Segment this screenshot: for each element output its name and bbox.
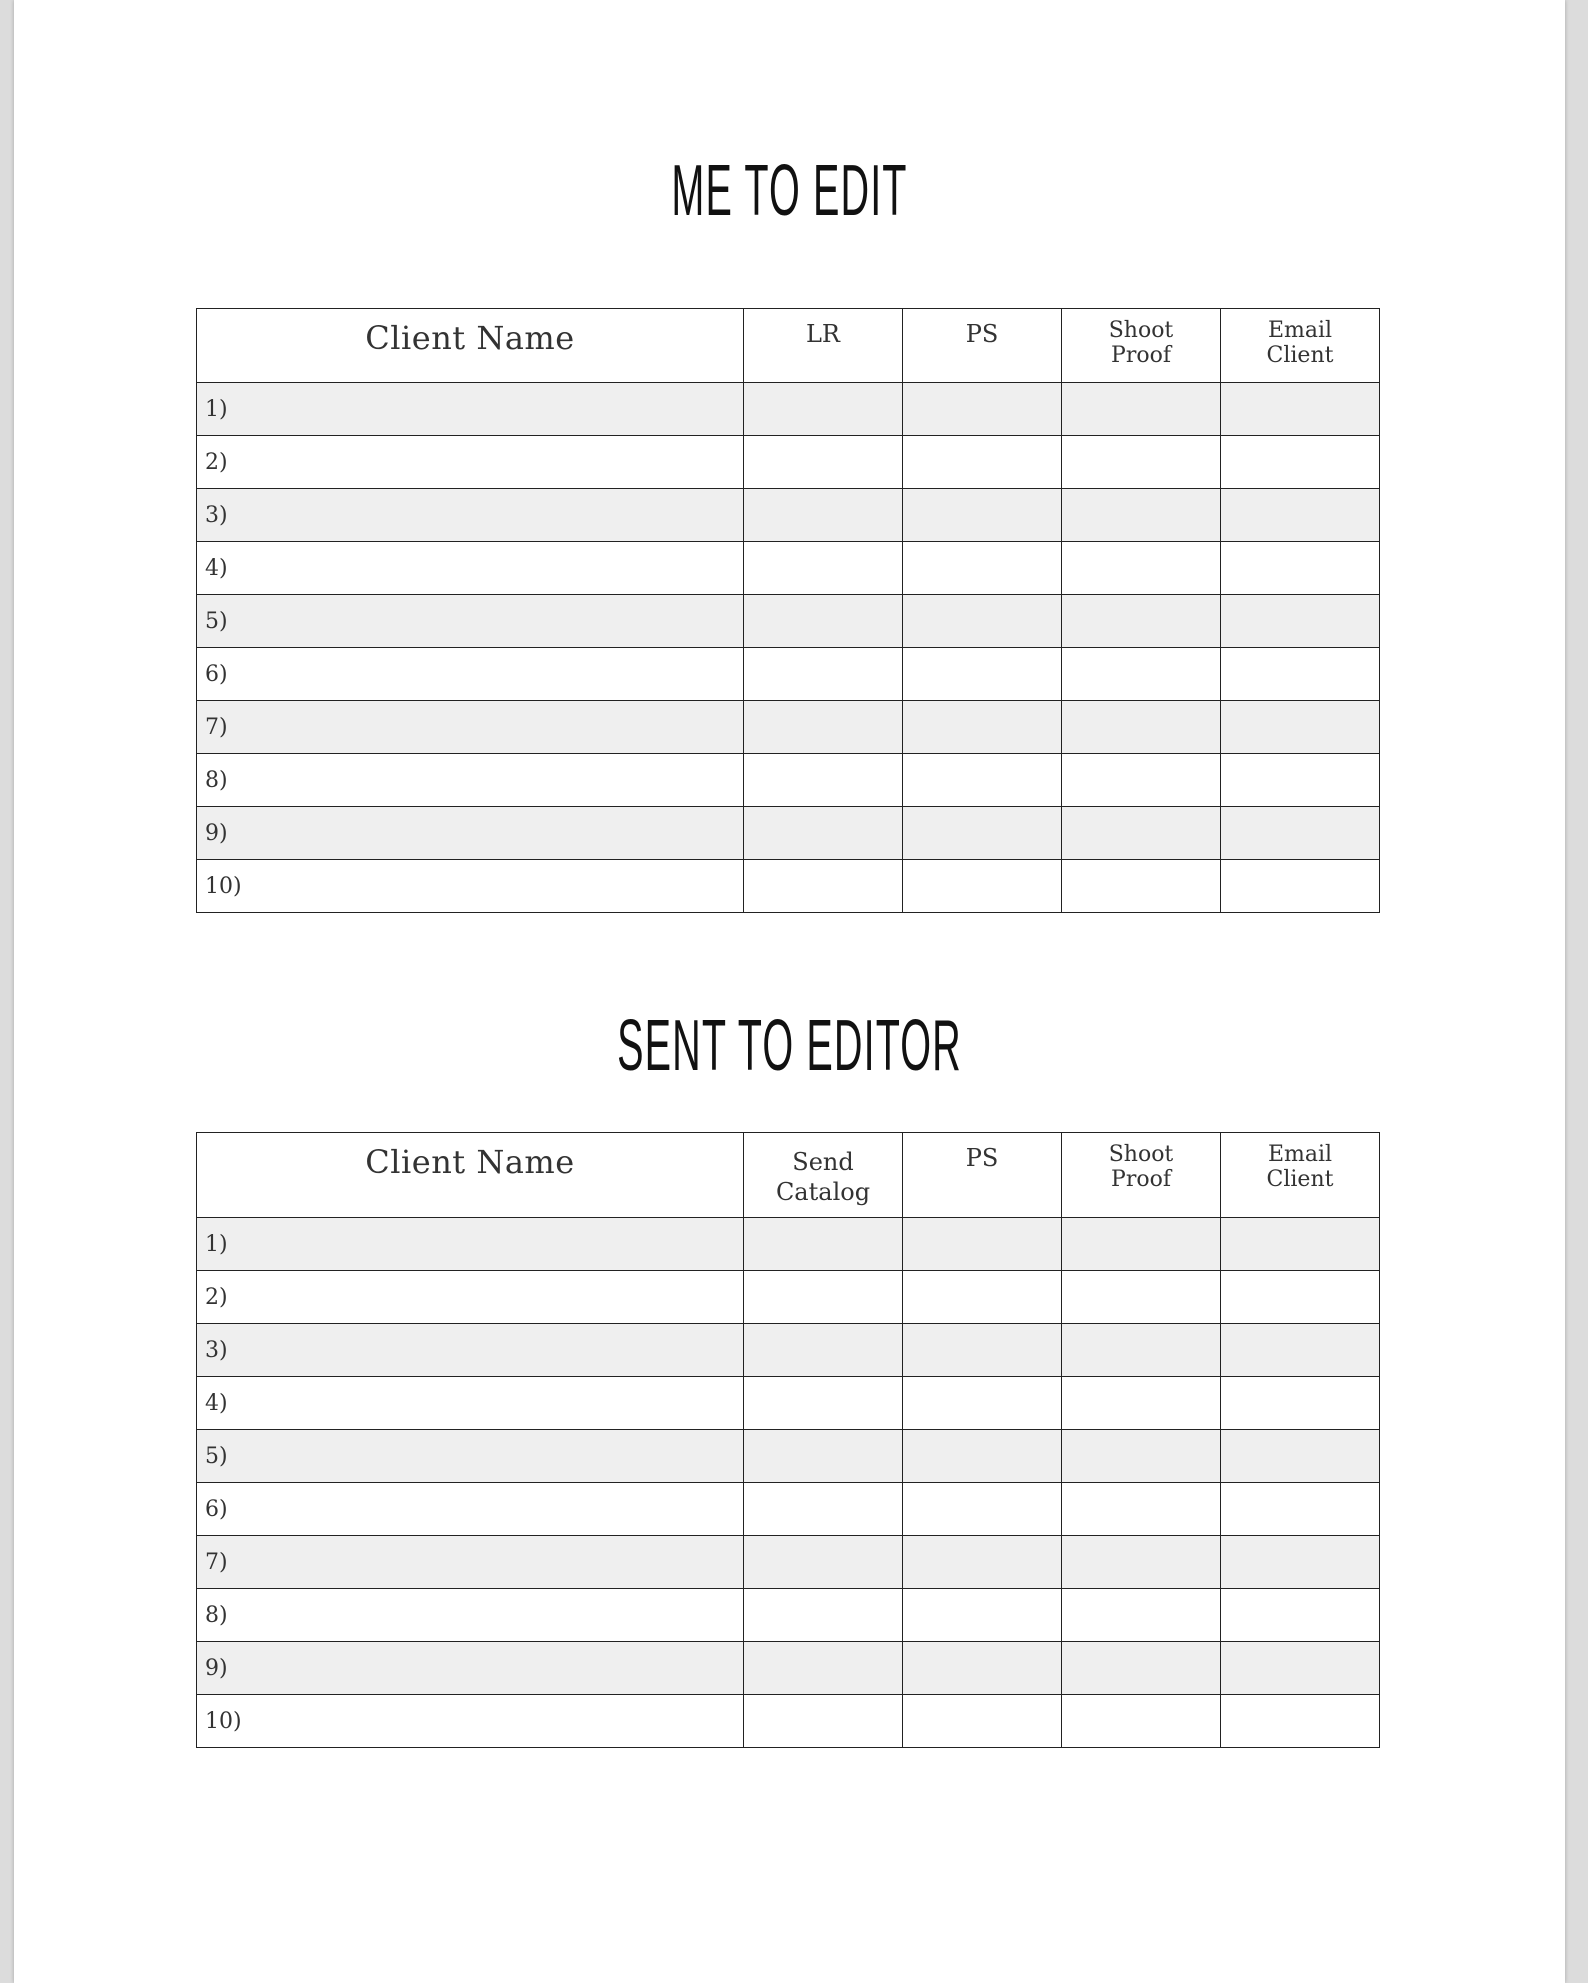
lr-cell[interactable]: [744, 807, 903, 860]
header-client-name: Client Name: [197, 309, 744, 383]
table-row: [197, 542, 1380, 595]
table-row: [197, 1536, 1380, 1589]
ps-cell[interactable]: [903, 860, 1062, 913]
email-client-cell[interactable]: [1221, 701, 1380, 754]
header-ps: PS: [903, 1133, 1062, 1218]
send-catalog-cell[interactable]: [744, 1218, 903, 1271]
header-email-client: [1221, 309, 1380, 383]
ps-cell[interactable]: [903, 1536, 1062, 1589]
header-email-client-line1: Email: [1267, 318, 1333, 343]
header-send-catalog-line2: Catalog: [775, 1178, 871, 1206]
shoot-proof-cell[interactable]: [1062, 436, 1221, 489]
table-row: [197, 807, 1380, 860]
header-send-catalog-line1: Send: [792, 1148, 854, 1176]
shoot-proof-cell[interactable]: [1062, 1377, 1221, 1430]
email-client-cell[interactable]: [1221, 807, 1380, 860]
lr-cell[interactable]: [744, 701, 903, 754]
table-row: [197, 383, 1380, 436]
lr-cell[interactable]: [744, 542, 903, 595]
email-client-cell[interactable]: [1221, 1430, 1380, 1483]
ps-cell[interactable]: [903, 1377, 1062, 1430]
header-shoot-proof: [1062, 309, 1221, 383]
send-catalog-cell[interactable]: [744, 1536, 903, 1589]
shoot-proof-cell[interactable]: [1062, 1589, 1221, 1642]
send-catalog-cell[interactable]: [744, 1589, 903, 1642]
table-row: [197, 1271, 1380, 1324]
email-client-cell[interactable]: [1221, 383, 1380, 436]
table-row: [197, 860, 1380, 913]
row-number[interactable]: 9): [197, 807, 744, 860]
header-email-client-line2: Client: [1266, 1167, 1334, 1192]
ps-cell[interactable]: [903, 489, 1062, 542]
ps-cell[interactable]: [903, 1695, 1062, 1748]
shoot-proof-cell[interactable]: [1062, 489, 1221, 542]
shoot-proof-cell[interactable]: [1062, 1218, 1221, 1271]
shoot-proof-cell[interactable]: [1062, 1642, 1221, 1695]
header-ps: PS: [903, 309, 1062, 383]
email-client-cell[interactable]: [1221, 1377, 1380, 1430]
header-send-catalog: [744, 1133, 903, 1218]
ps-cell[interactable]: [903, 1271, 1062, 1324]
shoot-proof-cell[interactable]: [1062, 1483, 1221, 1536]
table-row: [197, 1483, 1380, 1536]
send-catalog-cell[interactable]: [744, 1430, 903, 1483]
table-row: [197, 1324, 1380, 1377]
row-number[interactable]: 7): [197, 701, 744, 754]
send-catalog-cell[interactable]: [744, 1483, 903, 1536]
lr-cell[interactable]: [744, 754, 903, 807]
table-row: [197, 489, 1380, 542]
ps-cell[interactable]: [903, 1218, 1062, 1271]
shoot-proof-cell[interactable]: [1062, 648, 1221, 701]
email-client-cell[interactable]: [1221, 1271, 1380, 1324]
ps-cell[interactable]: [903, 807, 1062, 860]
lr-cell[interactable]: [744, 383, 903, 436]
lr-cell[interactable]: [744, 489, 903, 542]
email-client-cell[interactable]: [1221, 1589, 1380, 1642]
email-client-cell[interactable]: [1221, 1218, 1380, 1271]
shoot-proof-cell[interactable]: [1062, 595, 1221, 648]
shoot-proof-cell[interactable]: [1062, 860, 1221, 913]
me-to-edit-table: [196, 308, 1380, 913]
table-row: [197, 1695, 1380, 1748]
email-client-cell[interactable]: [1221, 648, 1380, 701]
row-number[interactable]: 7): [197, 1536, 744, 1589]
email-client-cell[interactable]: [1221, 860, 1380, 913]
email-client-cell[interactable]: [1221, 1324, 1380, 1377]
email-client-cell[interactable]: [1221, 542, 1380, 595]
table-row: [197, 1589, 1380, 1642]
email-client-cell[interactable]: [1221, 436, 1380, 489]
table-row: [197, 595, 1380, 648]
send-catalog-cell[interactable]: [744, 1695, 903, 1748]
email-client-cell[interactable]: [1221, 1695, 1380, 1748]
table-row: [197, 1218, 1380, 1271]
table-row: [197, 1430, 1380, 1483]
header-shoot-proof-line2: Proof: [1111, 1167, 1171, 1192]
table-header-row: [197, 1133, 1380, 1218]
ps-cell[interactable]: [903, 1589, 1062, 1642]
header-lr: LR: [744, 309, 903, 383]
shoot-proof-cell[interactable]: [1062, 754, 1221, 807]
row-number[interactable]: 3): [197, 489, 744, 542]
table-header-row: [197, 309, 1380, 383]
table-row: [197, 436, 1380, 489]
row-number[interactable]: 2): [197, 1271, 744, 1324]
email-client-cell[interactable]: [1221, 595, 1380, 648]
ps-cell[interactable]: [903, 542, 1062, 595]
header-shoot-proof-line1: Shoot: [1108, 318, 1174, 343]
row-number[interactable]: 1): [197, 1218, 744, 1271]
email-client-cell[interactable]: [1221, 754, 1380, 807]
lr-cell[interactable]: [744, 648, 903, 701]
ps-cell[interactable]: [903, 383, 1062, 436]
lr-cell[interactable]: [744, 860, 903, 913]
ps-cell[interactable]: [903, 1430, 1062, 1483]
ps-cell[interactable]: [903, 1324, 1062, 1377]
header-email-client-line2: Client: [1266, 343, 1334, 368]
header-shoot-proof-line1: Shoot: [1108, 1142, 1174, 1167]
email-client-cell[interactable]: [1221, 1642, 1380, 1695]
send-catalog-cell[interactable]: [744, 1324, 903, 1377]
send-catalog-cell[interactable]: [744, 1642, 903, 1695]
ps-cell[interactable]: [903, 1642, 1062, 1695]
send-catalog-cell[interactable]: [744, 1271, 903, 1324]
shoot-proof-cell[interactable]: [1062, 383, 1221, 436]
shoot-proof-cell[interactable]: [1062, 1271, 1221, 1324]
row-number[interactable]: 10): [197, 1695, 744, 1748]
shoot-proof-cell[interactable]: [1062, 1430, 1221, 1483]
section-title-sent-to-editor: SENT TO EDITOR: [617, 1006, 962, 1086]
email-client-cell[interactable]: [1221, 1536, 1380, 1589]
header-client-name: Client Name: [197, 1133, 744, 1218]
planner-page: [14, 0, 1565, 1983]
lr-cell[interactable]: [744, 595, 903, 648]
row-number[interactable]: 1): [197, 383, 744, 436]
shoot-proof-cell[interactable]: [1062, 701, 1221, 754]
header-email-client: [1221, 1133, 1380, 1218]
row-number[interactable]: 3): [197, 1324, 744, 1377]
send-catalog-cell[interactable]: [744, 1377, 903, 1430]
row-number[interactable]: 8): [197, 754, 744, 807]
shoot-proof-cell[interactable]: [1062, 1324, 1221, 1377]
ps-cell[interactable]: [903, 1483, 1062, 1536]
row-number[interactable]: 4): [197, 542, 744, 595]
row-number[interactable]: 4): [197, 1377, 744, 1430]
header-shoot-proof-line2: Proof: [1111, 343, 1171, 368]
ps-cell[interactable]: [903, 701, 1062, 754]
row-number[interactable]: 8): [197, 1589, 744, 1642]
lr-cell[interactable]: [744, 436, 903, 489]
ps-cell[interactable]: [903, 648, 1062, 701]
row-number[interactable]: 6): [197, 648, 744, 701]
row-number[interactable]: 9): [197, 1642, 744, 1695]
shoot-proof-cell[interactable]: [1062, 542, 1221, 595]
email-client-cell[interactable]: [1221, 1483, 1380, 1536]
row-number[interactable]: 5): [197, 595, 744, 648]
header-email-client-line1: Email: [1267, 1142, 1333, 1167]
table-row: [197, 1377, 1380, 1430]
row-number[interactable]: 2): [197, 436, 744, 489]
table-row: [197, 701, 1380, 754]
ps-cell[interactable]: [903, 436, 1062, 489]
ps-cell[interactable]: [903, 595, 1062, 648]
header-shoot-proof: [1062, 1133, 1221, 1218]
section-title-me-to-edit: ME TO EDIT: [671, 151, 908, 231]
table-row: [197, 754, 1380, 807]
shoot-proof-cell[interactable]: [1062, 1695, 1221, 1748]
table-row: [197, 1642, 1380, 1695]
table-row: [197, 648, 1380, 701]
email-client-cell[interactable]: [1221, 489, 1380, 542]
sent-to-editor-table: [196, 1132, 1380, 1748]
row-number[interactable]: 5): [197, 1430, 744, 1483]
row-number[interactable]: 6): [197, 1483, 744, 1536]
ps-cell[interactable]: [903, 754, 1062, 807]
shoot-proof-cell[interactable]: [1062, 807, 1221, 860]
row-number[interactable]: 10): [197, 860, 744, 913]
shoot-proof-cell[interactable]: [1062, 1536, 1221, 1589]
